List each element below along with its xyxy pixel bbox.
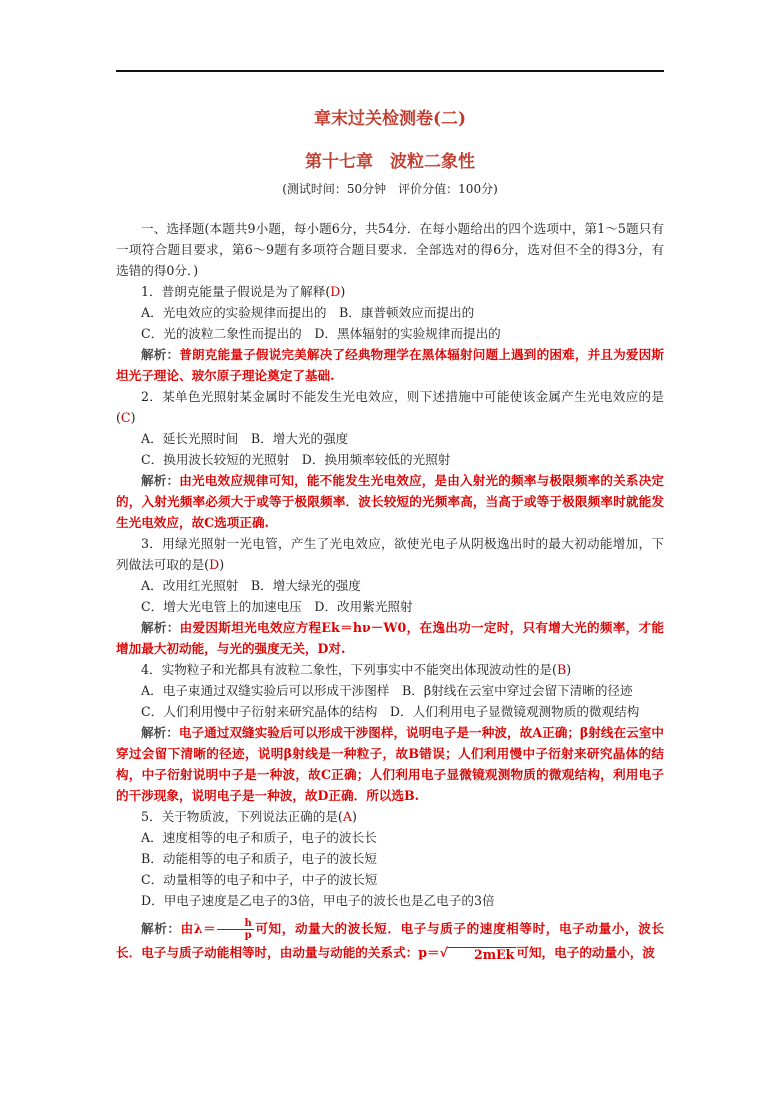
explanation-label: 解析： (141, 347, 180, 362)
explanation-label: 解析： (141, 725, 179, 740)
question-3-stem: 3．用绿光照射一光电管，产生了光电效应，欲使光电子从阴极逸出时的最大初动能增加，下列做法可取的是(D) (116, 536, 664, 572)
question-2-stem: 2．某单色光照射某金属时不能发生光电效应，则下述措施中可能使该金属产生光电效应的是(C) (116, 389, 664, 425)
question-4-explanation: 解析：电子通过双缝实验后可以形成干涉图样，说明电子是一种波，故A正确；β射线在云室中穿过会留下清晰的径迹，说明β射线是一种粒子，故B错误；人们利用慢中子衍射来研究晶体的结构，中子衍射说明中子是一种波，故C正确；人们利用电子显微镜观测物质的微观结构，利用电子的干涉现象，说明电子是一种波，故D正确．所以选B. (116, 725, 665, 803)
question-5-option-b: B．动能相等的电子和质子，电子的波长短 (141, 851, 377, 866)
top-rule (116, 70, 664, 72)
question-5-stem: 5．关于物质波，下列说法正确的是(A) (141, 809, 357, 824)
question-3-explanation: 解析：由爱因斯坦光电效应方程Ek＝hν－W0，在逸出功一定时，只有增大光的频率，才能增加最大初动能，与光的强度无关，D对. (116, 620, 664, 656)
question-2-options-cd: C．换用波长较短的光照射 D．换用频率较低的光照射 (141, 452, 451, 467)
question-5-option-a: A．速度相等的电子和质子，电子的波长长 (141, 830, 377, 845)
question-2-answer: C (120, 410, 131, 425)
explanation-label: 解析： (141, 473, 180, 488)
fraction-h-over-p: $\frac{h}{p}$ (217, 918, 253, 941)
question-5-option-d: D．甲电子速度是乙电子的3倍，甲电子的波长也是乙电子的3倍 (141, 893, 495, 908)
question-body (116, 218, 664, 965)
question-5-answer: A (342, 809, 352, 824)
question-3-options-cd: C．增大光电管上的加速电压 D．改用紫光照射 (141, 599, 413, 614)
question-1-options-ab: A．光电效应的实验规律而提出的 B．康普顿效应而提出的 (141, 305, 475, 320)
explanation-label: 解析： (141, 921, 181, 936)
question-2-options-ab: A．延长光照时间 B．增大光的强度 (141, 431, 349, 446)
section-intro: 一、选择题(本题共9小题，每小题6分，共54分．在每小题给出的四个选项中，第1～5题只有一项符合题目要求，第6～9题有多项符合题目要求．全部选对的得6分，选对但不全的得3分，有选错的得0分．) (116, 221, 664, 278)
question-2-explanation: 解析：由光电效应规律可知，能不能发生光电效应，是由入射光的频率与极限频率的关系决定的，入射光频率必须大于或等于极限频率．波长较短的光频率高，当高于或等于极限频率时就能发生光电效应，故C选项正确. (116, 473, 665, 530)
question-1-stem: 1．普朗克能量子假说是为了解释(D) (141, 284, 346, 299)
question-1-answer: D (330, 284, 341, 299)
question-1-explanation: 解析：普朗克能量子假说完美解决了经典物理学在黑体辐射问题上遇到的困难，并且为爱因斯坦光子理论、玻尔原子理论奠定了基础. (116, 347, 665, 383)
question-5-explanation: 解析：由λ＝ $\frac{h}{p}$ 可知，动量大的波长短．电子与质子的速度相等时，电子动量小，波长长．电子与质子动能相等时，由动量与动能的关系式：p＝√ 2mEk 可知，电子的动量小，波 (116, 918, 664, 962)
question-1-options-cd: C．光的波粒二象性而提出的 D．黑体辐射的实验规律而提出的 (141, 326, 501, 341)
question-4-options-cd: C．人们利用慢中子衍射来研究晶体的结构 D．人们利用电子显微镜观测物质的微观结构 (141, 704, 640, 719)
question-4-answer: B (556, 662, 567, 677)
test-meta: (测试时间：50分钟 评价分值：100分) (282, 182, 498, 196)
question-3-answer: D (209, 557, 220, 572)
chapter-title: 第十七章 波粒二象性 (305, 152, 475, 172)
explanation-label: 解析： (141, 620, 180, 635)
question-5-option-c: C．动量相等的电子和中子，中子的波长短 (141, 872, 378, 887)
question-4-options-ab: A．电子束通过双缝实验后可以形成干涉图样 B．β射线在云室中穿过会留下清晰的径迹 (141, 683, 633, 698)
question-3-options-ab: A．改用红光照射 B．增大绿光的强度 (141, 578, 361, 593)
doc-title: 章末过关检测卷(二) (313, 109, 467, 129)
question-4-stem: 4．实物粒子和光都具有波粒二象性，下列事实中不能突出体现波动性的是(B) (141, 662, 572, 677)
sqrt-symbol: √ (439, 945, 448, 960)
sqrt-2mEk: 2mEk (447, 947, 516, 961)
